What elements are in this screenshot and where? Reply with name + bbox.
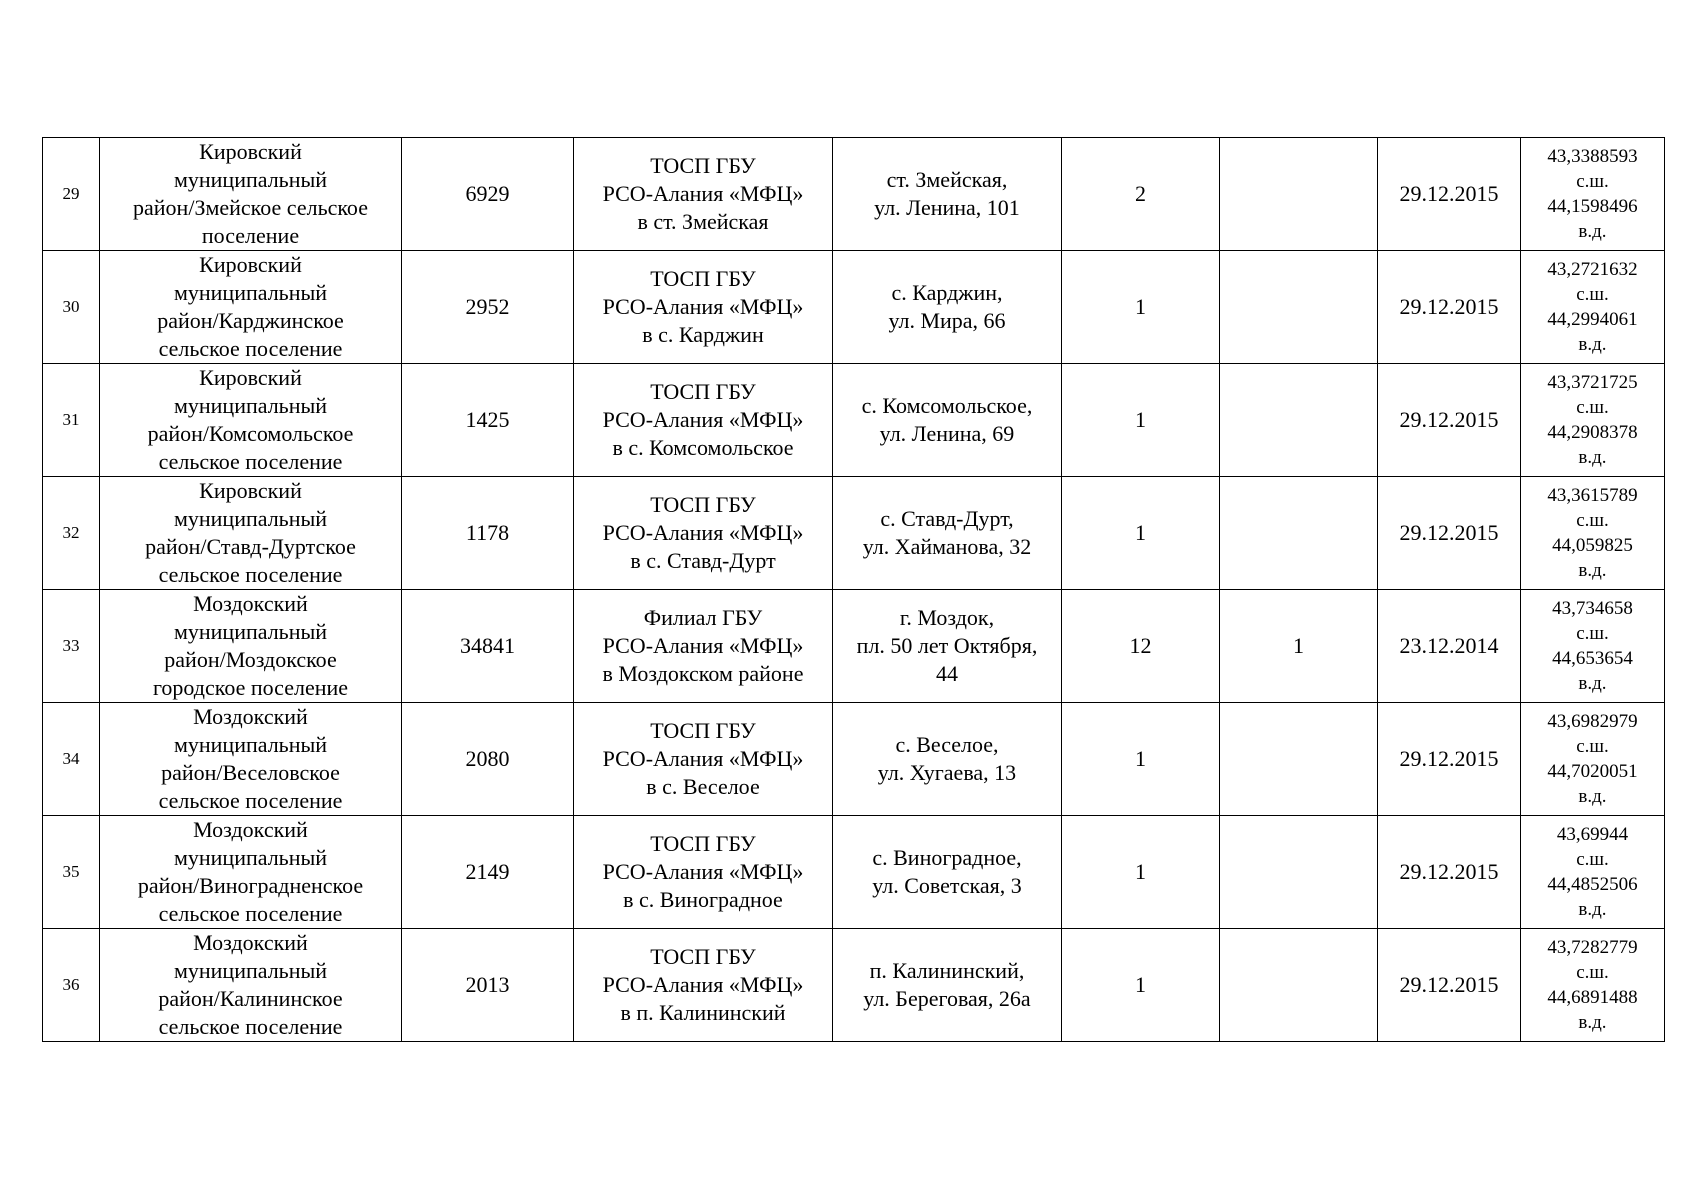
date-cell: 29.12.2015 [1378,364,1521,477]
date-cell: 29.12.2015 [1378,816,1521,929]
coordinates-cell: 43,2721632 с.ш. 44,2994061 в.д. [1521,251,1665,364]
office-cell: ТОСП ГБУ РСО-Алания «МФЦ» в с. Виноградное [574,816,833,929]
extra-cell [1220,251,1378,364]
address-cell: г. Моздок, пл. 50 лет Октября, 44 [833,590,1062,703]
row-number: 32 [43,477,100,590]
address-cell: с. Комсомольское, ул. Ленина, 69 [833,364,1062,477]
row-number: 29 [43,138,100,251]
windows-cell: 1 [1062,703,1220,816]
municipality-cell: Кировский муниципальный район/Комсомольское сельское поселение [100,364,402,477]
table-row [43,929,1665,1042]
row-number: 35 [43,816,100,929]
extra-cell [1220,477,1378,590]
windows-cell: 12 [1062,590,1220,703]
date-cell: 23.12.2014 [1378,590,1521,703]
office-cell: ТОСП ГБУ РСО-Алания «МФЦ» в п. Калининский [574,929,833,1042]
population-cell: 2149 [402,816,574,929]
address-cell: с. Виноградное, ул. Советская, 3 [833,816,1062,929]
municipality-cell: Моздокский муниципальный район/Виноградненское сельское поселение [100,816,402,929]
row-number: 33 [43,590,100,703]
coordinates-cell: 43,3721725 с.ш. 44,2908378 в.д. [1521,364,1665,477]
extra-cell [1220,703,1378,816]
population-cell: 34841 [402,590,574,703]
office-cell: ТОСП ГБУ РСО-Алания «МФЦ» в с. Комсомольское [574,364,833,477]
mfc-offices-table [42,137,1665,1042]
windows-cell: 2 [1062,138,1220,251]
coordinates-cell: 43,7282779 с.ш. 44,6891488 в.д. [1521,929,1665,1042]
address-cell: п. Калининский, ул. Береговая, 26а [833,929,1062,1042]
date-cell: 29.12.2015 [1378,477,1521,590]
office-cell: ТОСП ГБУ РСО-Алания «МФЦ» в с. Веселое [574,703,833,816]
address-cell: с. Карджин, ул. Мира, 66 [833,251,1062,364]
coordinates-cell: 43,3388593 с.ш. 44,1598496 в.д. [1521,138,1665,251]
table-body [43,138,1665,1042]
table-row [43,703,1665,816]
date-cell: 29.12.2015 [1378,251,1521,364]
population-cell: 1178 [402,477,574,590]
extra-cell [1220,816,1378,929]
windows-cell: 1 [1062,816,1220,929]
row-number: 34 [43,703,100,816]
population-cell: 6929 [402,138,574,251]
population-cell: 1425 [402,364,574,477]
date-cell: 29.12.2015 [1378,138,1521,251]
table-row [43,138,1665,251]
address-cell: с. Ставд-Дурт, ул. Хайманова, 32 [833,477,1062,590]
municipality-cell: Моздокский муниципальный район/Веселовское сельское поселение [100,703,402,816]
municipality-cell: Кировский муниципальный район/Ставд-Дуртское сельское поселение [100,477,402,590]
office-cell: ТОСП ГБУ РСО-Алания «МФЦ» в ст. Змейская [574,138,833,251]
windows-cell: 1 [1062,364,1220,477]
coordinates-cell: 43,6982979 с.ш. 44,7020051 в.д. [1521,703,1665,816]
windows-cell: 1 [1062,477,1220,590]
municipality-cell: Кировский муниципальный район/Змейское сельское поселение [100,138,402,251]
date-cell: 29.12.2015 [1378,929,1521,1042]
row-number: 31 [43,364,100,477]
row-number: 30 [43,251,100,364]
row-number: 36 [43,929,100,1042]
coordinates-cell: 43,69944 с.ш. 44,4852506 в.д. [1521,816,1665,929]
table-row [43,477,1665,590]
extra-cell [1220,364,1378,477]
population-cell: 2952 [402,251,574,364]
office-cell: Филиал ГБУ РСО-Алания «МФЦ» в Моздокском районе [574,590,833,703]
coordinates-cell: 43,734658 с.ш. 44,653654 в.д. [1521,590,1665,703]
population-cell: 2013 [402,929,574,1042]
office-cell: ТОСП ГБУ РСО-Алания «МФЦ» в с. Карджин [574,251,833,364]
windows-cell: 1 [1062,251,1220,364]
address-cell: ст. Змейская, ул. Ленина, 101 [833,138,1062,251]
date-cell: 29.12.2015 [1378,703,1521,816]
population-cell: 2080 [402,703,574,816]
table-row [43,364,1665,477]
table-row [43,816,1665,929]
table-row [43,590,1665,703]
municipality-cell: Кировский муниципальный район/Карджинское сельское поселение [100,251,402,364]
coordinates-cell: 43,3615789 с.ш. 44,059825 в.д. [1521,477,1665,590]
municipality-cell: Моздокский муниципальный район/Моздокское городское поселение [100,590,402,703]
extra-cell [1220,929,1378,1042]
windows-cell: 1 [1062,929,1220,1042]
extra-cell: 1 [1220,590,1378,703]
address-cell: с. Веселое, ул. Хугаева, 13 [833,703,1062,816]
extra-cell [1220,138,1378,251]
municipality-cell: Моздокский муниципальный район/Калининское сельское поселение [100,929,402,1042]
table-row [43,251,1665,364]
office-cell: ТОСП ГБУ РСО-Алания «МФЦ» в с. Ставд-Дурт [574,477,833,590]
